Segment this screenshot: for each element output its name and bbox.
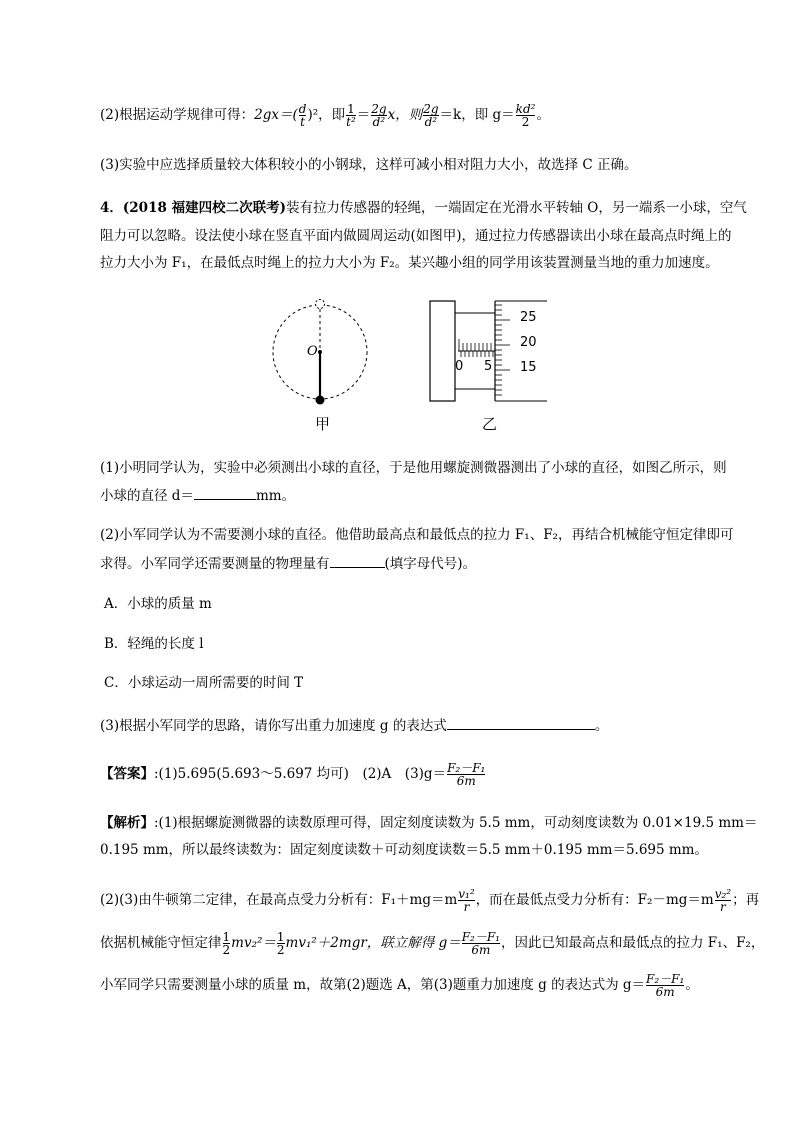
fraction-v2sq-over-r: $\frac{\text{v₂²}}{r}$ <box>714 887 732 914</box>
prev-line2-mid2: x，则 <box>387 107 423 123</box>
analysis-line-5: 小军同学只需要测量小球的质量 m，故第(2)题选 A，第(3)题重力加速度 g 的表达式为 g＝ $\frac{\text{F₂－F₁}}{6m}$ 。 <box>100 972 699 999</box>
option-b: B．轻绳的长度 l <box>104 636 204 652</box>
prev-line2-intro: (2)根据运动学规律可得： <box>100 107 255 123</box>
main-scale-ticks <box>459 339 493 357</box>
answer-fraction: $\frac{\text{F₂－F₁}}{6m}$ <box>447 761 486 788</box>
fraction-d-over-t: $\frac{d}{t}$ <box>298 102 307 129</box>
q1-line-a: (1)小明同学认为，实验中必须测出小球的直径，于是他用螺旋测微器测出了小球的直径，如图乙所示，则 <box>100 460 727 476</box>
analysis-line-3: (2)(3)由牛顿第二定律，在最高点受力分析有：F₁＋mg＝m $\frac{\text{v₁²}}{r}$ ，而在最低点受力分析有：F₂－mg＝m $\frac{\text{v₂²}}{r}$ ；再 <box>100 887 760 914</box>
analysis-line-1: 【解析】:(1)根据螺旋测微器的读数原理可得，固定刻度读数为 5.5 mm，可动刻度读数为 0.01×19.5 mm＝ <box>100 815 758 831</box>
figure-label-jia: 甲 <box>315 415 331 433</box>
figure-label-yi: 乙 <box>482 415 498 433</box>
q2-answer-blank[interactable] <box>330 553 385 568</box>
fraction-v1sq-over-r: $\frac{\text{v₁²}}{r}$ <box>458 887 475 914</box>
q2-line-b: 求得。小军同学还需要测量的物理量有 (填字母代号)。 <box>100 553 476 574</box>
fraction-half-b: $\frac{1}{2}$ <box>276 930 285 957</box>
fraction-g-expression: $\frac{\text{F₂－F₁}}{6m}$ <box>461 930 500 957</box>
prev-answer-line-2: (2)根据运动学规律可得：2gx＝( $\frac{d}{t}$ )²，即 $\frac{1}{\text{t²}}$ ＝ $\frac{2g}{\text{d²}}$ x，则 $\frac{2g}{\text{d²}}$ ＝k，即 g＝ $\frac{\text{kd²}}{2}$ 。 <box>100 102 550 129</box>
q2-line-a: (2)小军同学认为不需要测小球的直径。他借助最高点和最低点的拉力 F₁、F₂，再结合机械能守恒定律即可 <box>100 527 734 543</box>
thimble-label-20: 20 <box>520 335 537 350</box>
main-scale-label-0: 0 <box>455 359 464 374</box>
ball <box>316 396 325 405</box>
pivot-label-O: O <box>307 344 318 359</box>
analysis-line-4: 依据机械能守恒定律 $\frac{1}{2}$ mv₂²＝ $\frac{1}{2}$ mv₁²＋2mgr，联立解得 g＝ $\frac{\text{F₂－F₁}}{6m}$ ，因此已知最高点和最低点的拉力 F₁、F₂， <box>100 930 765 957</box>
fraction-2g-over-d2: $\frac{2g}{\text{d²}}$ <box>371 102 387 129</box>
prev-line2-mid1: ，即 <box>318 107 346 123</box>
option-c: C．小球运动一周所需要的时间 T <box>104 675 304 691</box>
pivot-point <box>318 350 322 354</box>
ball-top-position <box>316 300 325 309</box>
option-a: A．小球的质量 m <box>104 596 212 612</box>
prev-answer-line-3: (3)实验中应选择质量较大体积较小的小钢球，这样可减小相对阻力大小，故选择 C 正确。 <box>100 157 638 173</box>
answer-label: 【答案】 <box>100 766 154 782</box>
micrometer-frame <box>430 301 455 401</box>
q1-answer-blank[interactable] <box>194 485 256 500</box>
thimble-label-15: 15 <box>520 360 537 375</box>
fraction-1-over-t2: $\frac{1}{\text{t²}}$ <box>346 102 356 129</box>
figure-jia-circle-motion <box>265 292 385 412</box>
q3-answer-blank[interactable] <box>447 715 595 730</box>
fraction-g-final: $\frac{\text{F₂－F₁}}{6m}$ <box>646 972 685 999</box>
fraction-half-a: $\frac{1}{2}$ <box>222 930 231 957</box>
question-stem-text-1: 装有拉力传感器的轻绳，一端固定在光滑水平转轴 O，另一端系一小球，空气 <box>285 200 747 216</box>
question-stem-2: 阻力可以忽略。设法使小球在竖直平面内做圆周运动(如图甲)，通过拉力传感器读出小球在最高点时绳上的 <box>100 228 732 244</box>
thimble-scale-ticks <box>495 305 510 395</box>
fraction-kd2-over-2: $\frac{\text{kd²}}{2}$ <box>515 102 536 129</box>
prev-eq-square: )² <box>307 107 319 123</box>
analysis-line-2: 0.195 mm，所以最终读数为：固定刻度读数＋可动刻度读数＝5.5 mm＋0.195 mm＝5.695 mm。 <box>100 842 708 858</box>
question-number: 4． <box>100 200 123 216</box>
q3-line: (3)根据小军同学的思路，请你写出重力加速度 g 的表达式 。 <box>100 715 608 736</box>
question-stem-3: 拉力大小为 F₁，在最低点时绳上的拉力大小为 F₂。某兴趣小组的同学用该装置测量当地的重力加速度。 <box>100 255 719 271</box>
prev-line2-mid3: ＝k，即 g＝ <box>439 107 515 123</box>
fraction-2g-over-d2-b: $\frac{2g}{\text{d²}}$ <box>423 102 439 129</box>
answer-line <box>100 762 486 787</box>
main-scale-label-5: 5 <box>484 359 493 374</box>
question-source: (2018 福建四校二次联考) <box>122 200 286 216</box>
q1-line-b: 小球的直径 d＝ mm。 <box>100 485 295 506</box>
answer-text: :(1)5.695(5.693～5.697 均可) (2)A (3)g＝ <box>154 766 447 782</box>
prev-eq-start: 2gx＝( <box>254 107 298 123</box>
question-stem-1 <box>100 198 747 218</box>
analysis-label: 【解析】 <box>100 815 154 831</box>
thimble-label-25: 25 <box>520 310 537 325</box>
prev-line2-end: 。 <box>536 107 550 123</box>
